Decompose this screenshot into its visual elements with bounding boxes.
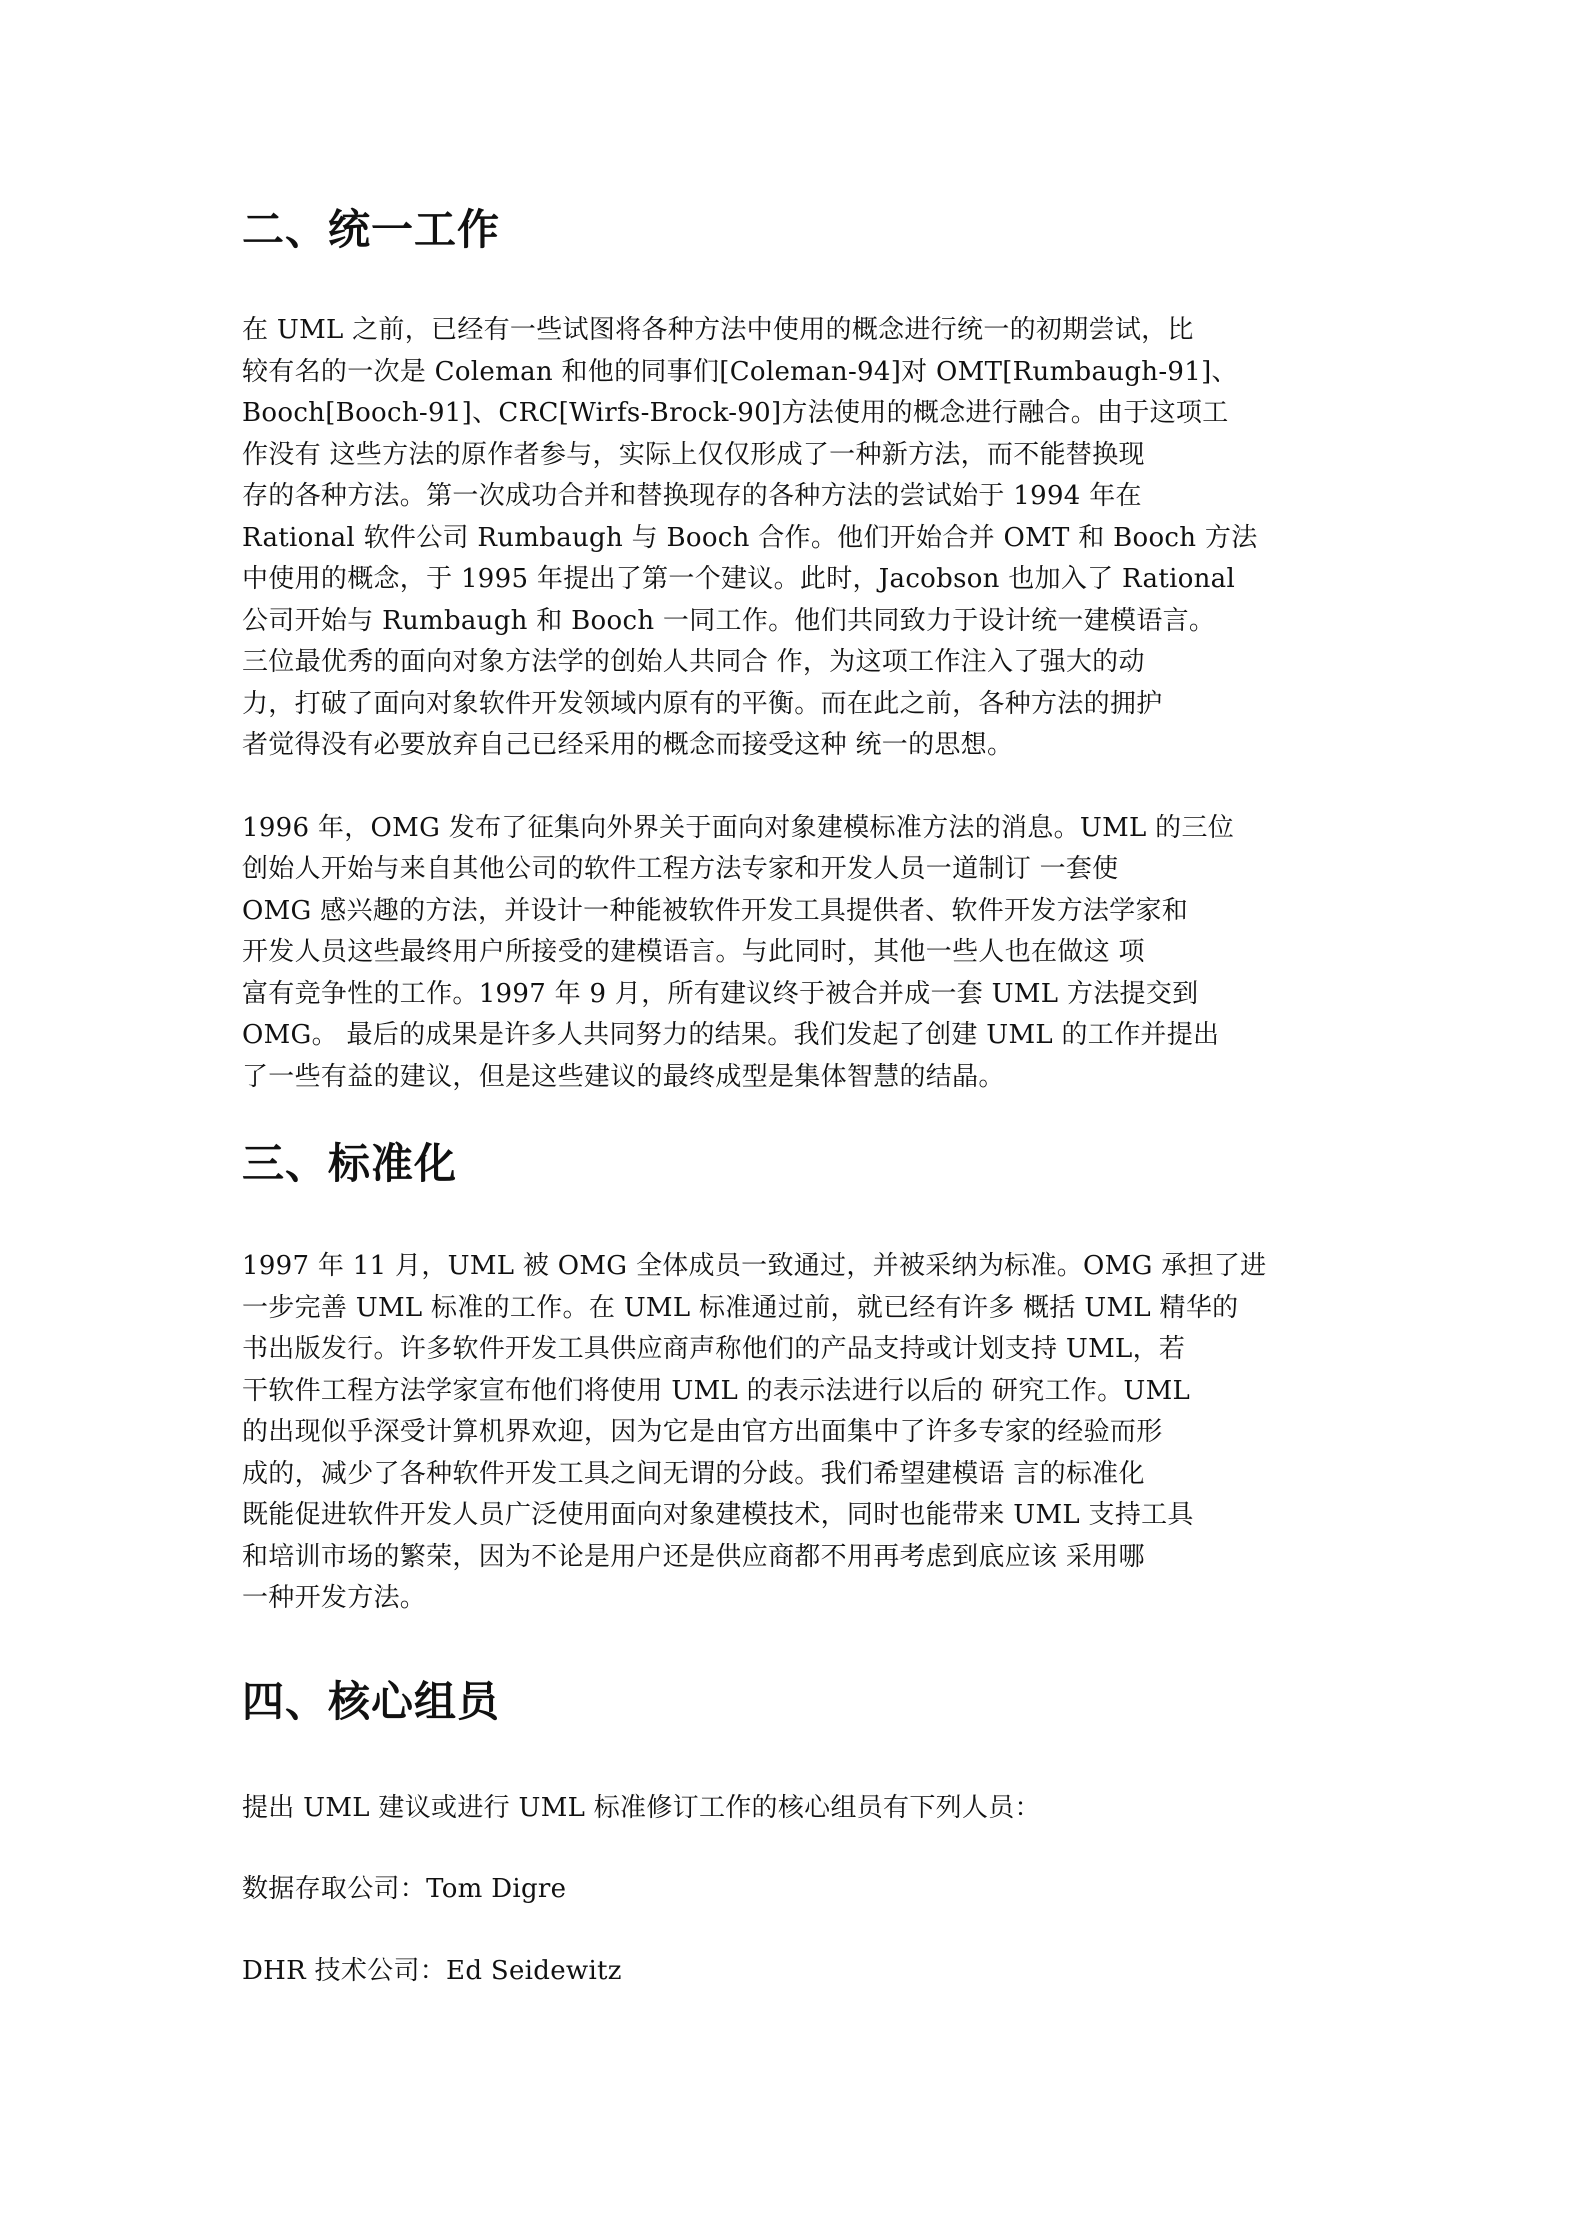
section-title-core-members: 四、核心组员 [242,1676,501,1726]
section-title-standardization: 三、标准化 [242,1139,458,1188]
paragraph-standardization: 1997 年 11 月，UML 被 OMG 全体成员一致通过，并被采纳为标准。OMG 承担了进 一步完善 UML 标准的工作。在 UML 标准通过前，就已经有许多 概括 UML 精华的 书出版发行。许多软件开发工具供应商声称他们的产品支持或计划支持 UML，若 干软件工程方法学家宣布他们将使用 UML 的表示法进行以后的 研究工作。UML 的出现似乎深受计算机界欢迎，因为它是由官方出面集中了许多专家的经验而形 成的，减少了各种软件开发工具之间无谓的分歧。我们希望建模语 言的标准化 既能促进软件开发人员广泛使用面向对象建模技术，同时也能带来 UML 支持工具 和培训市场的繁荣，因为不论是用户还是供应商都不用再考虑到底应该 采用哪 一种开发方法。 [242,1251,1267,1613]
paragraph-omg-proposal: 1996 年，OMG 发布了征集向外界关于面向对象建模标准方法的消息。UML 的三位 创始人开始与来自其他公司的软件工程方法专家和开发人员一道制订 一套使 OMG 感兴趣的方法，并设计一种能被软件开发工具提供者、软件开发方法学家和 开发人员这些最终用户所接受的建模语言。与此同时，其他一些人也在做这 项 富有竞争性的工作。1997 年 9 月，所有建议终于被合并成一套 UML 方法提交到 OMG。 最后的成果是许多人共同努力的结果。我们发起了创建 UML 的工作并提出 了一些有益的建议，但是这些建议的最终成型是集体智慧的结晶。 [242,812,1235,1092]
document-page [242,200,1352,1992]
list-item-member-tom-digre: 数据存取公司：Tom Digre [242,1874,567,1904]
paragraph-unification-history: 在 UML 之前，已经有一些试图将各种方法中使用的概念进行统一的初期尝试，比 较有名的一次是 Coleman 和他的同事们[Coleman-94]对 OMT[Rumbaugh-91]、 Booch[Booch-91]、CRC[Wirfs-Brock-90]方法使用的概念进行融合。由于这项工 作没有 这些方法的原作者参与，实际上仅仅形成了一种新方法，而不能替换现 存的各种方法。第一次成功合并和替换现存的各种方法的尝试始于 1994 年在 Rational 软件公司 Rumbaugh 与 Booch 合作。他们开始合并 OMT 和 Booch 方法 中使用的概念，于 1995 年提出了第一个建议。此时，Jacobson 也加入了 Rational 公司开始与 Rumbaugh 和 Booch 一同工作。他们共同致力于设计统一建模语言。 三位最优秀的面向对象方法学的创始人共同合 作，为这项工作注入了强大的动 力，打破了面向对象软件开发领域内原有的平衡。而在此之前，各种方法的拥护 者觉得没有必要放弃自己已经采用的概念而接受这种 统一的思想。 [242,315,1258,760]
section-title-unification: 二、统一工作 [242,205,501,254]
paragraph-core-members-intro: 提出 UML 建议或进行 UML 标准修订工作的核心组员有下列人员： [242,1792,1041,1823]
list-item-member-ed-seidewitz: DHR 技术公司：Ed Seidewitz [242,1955,622,1986]
